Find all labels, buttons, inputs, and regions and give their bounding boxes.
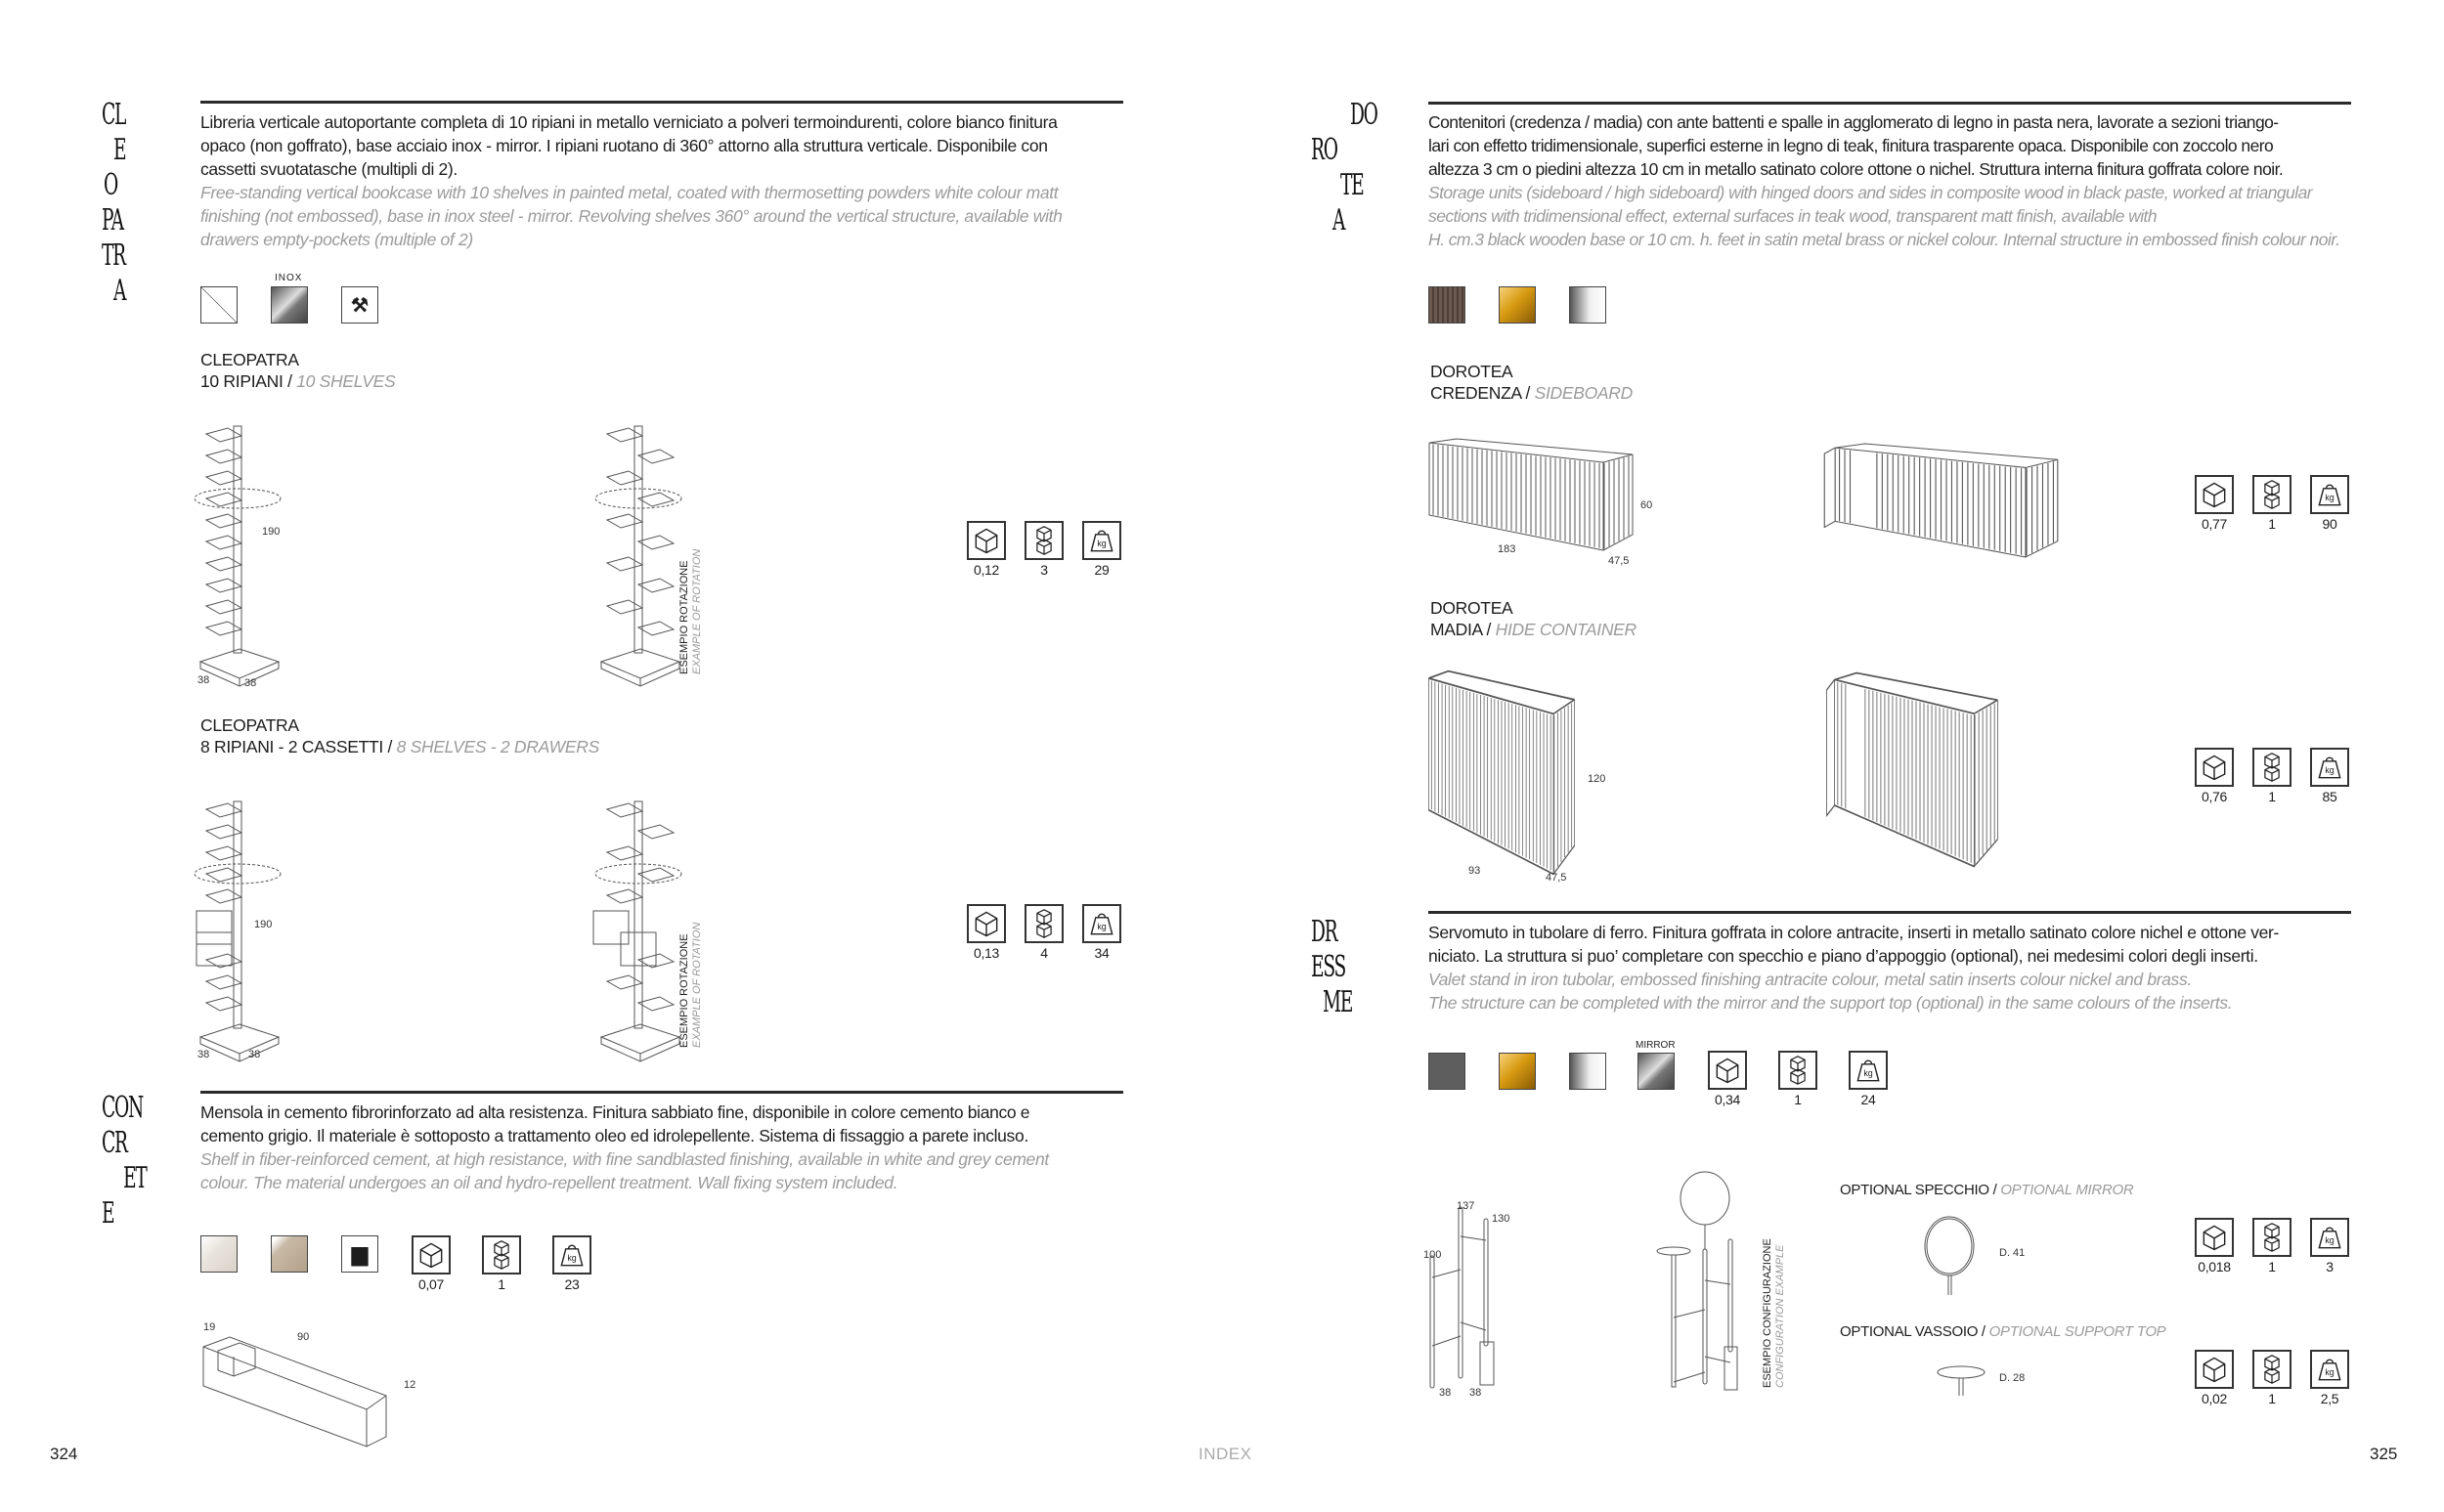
variant-name: DOROTEA [1430, 598, 1513, 618]
variant-subtitle-en: HIDE CONTAINER [1495, 620, 1637, 639]
packages-icon [2252, 1350, 2291, 1389]
spec-volume-value: 0,02 [2201, 1391, 2228, 1406]
section-divider [1428, 102, 2351, 105]
spec-packages-value: 1 [2268, 1259, 2276, 1274]
tower-shelf [206, 579, 241, 592]
dimension-width: 183 [1498, 543, 1516, 555]
drill-icon: ▆ [341, 1235, 378, 1273]
spec-icons [412, 1235, 591, 1292]
spec-packages [1025, 904, 1064, 961]
spec-icons [2195, 475, 2349, 532]
weight-kg-icon [1082, 521, 1121, 560]
tower-shelf [638, 579, 674, 592]
spec-volume-value: 0,76 [2201, 789, 2228, 804]
tower-shelf [638, 450, 674, 463]
variant-subtitle-en: 8 SHELVES - 2 DRAWERS [396, 737, 599, 756]
description-line: Contenitori (credenza / madia) con ante battenti e spalle in agglomerato di legno in pasta nera, lavorate a sezioni triango- [1428, 112, 2279, 132]
description-line-en: H. cm.3 black wooden base or 10 cm. h. feet in satin metal brass or nickel colour. Internal structure in embossed finish colour noir. [1428, 230, 2340, 249]
cabinet-open-door [1827, 679, 1835, 815]
spec-packages [1025, 521, 1064, 578]
swatch-inox [271, 286, 308, 324]
description-line-en: Shelf in fiber-reinforced cement, at high resistance, with fine sandblasted finishing, available in white and grey cement [200, 1149, 1049, 1169]
description-line-en: Free-standing vertical bookcase with 10 shelves in painted metal, coated with thermosetting powders white colour matt [200, 183, 1059, 202]
spec-icons [1708, 1051, 1888, 1107]
dimension-height: 190 [254, 919, 273, 930]
tower-pole [634, 801, 642, 1028]
volume-cube-icon [2195, 748, 2234, 787]
tower-shelf [206, 825, 241, 839]
optional-title-en: OPTIONAL SUPPORT TOP [1988, 1323, 2166, 1340]
weight-kg-icon [2310, 748, 2349, 787]
packages-icon [1025, 904, 1064, 943]
dimension-width: 90 [297, 1331, 310, 1343]
spec-icons [967, 521, 1121, 578]
spec-packages [2252, 1350, 2291, 1406]
variant-subtitle: MADIA / [1430, 620, 1496, 639]
packages-icon [482, 1235, 521, 1274]
variant-heading [200, 714, 599, 757]
spec-packages-value: 1 [498, 1276, 505, 1292]
swatch-nickel [1569, 286, 1606, 324]
logo-line: ET [123, 1161, 147, 1195]
dressme-valet-drawing [1416, 1197, 1513, 1393]
tower-base [601, 1024, 679, 1061]
description-line: opaco (non goffrato), base acciaio inox - mirror. I ripiani ruotano di 360° attorno alla struttura verticale. Disponibile con [200, 136, 1048, 155]
dimension-depth: 12 [404, 1379, 416, 1391]
description-line: cassetti svuotatasche (multipli di 2). [200, 159, 458, 179]
dimension-depth: 38 [248, 1049, 261, 1060]
optional-mirror-drawing [1922, 1215, 1981, 1303]
swatch-brass [1499, 1053, 1536, 1090]
dimension-width: 93 [1468, 865, 1481, 877]
optional-tray-heading [1840, 1321, 2165, 1343]
weight-kg-icon [1849, 1051, 1888, 1090]
tower-shelf [206, 846, 241, 860]
spec-packages-value: 1 [2268, 516, 2276, 532]
tower-pole [634, 426, 642, 653]
caption-en: CONFIGURATION EXAMPLE [1774, 1244, 1786, 1388]
spec-weight [552, 1235, 591, 1292]
description-line: Mensola in cemento fibrorinforzato ad alta resistenza. Finitura sabbiato fine, disponibile in colore cemento bianco e [200, 1102, 1030, 1122]
section-divider [200, 1091, 1123, 1094]
volume-cube-icon [2195, 475, 2234, 514]
logo-line: DR [1311, 915, 1337, 949]
weight-kg-icon [2310, 1350, 2349, 1389]
section-divider [1428, 911, 2351, 914]
tower-shelf [638, 997, 674, 1011]
spec-volume-value: 0,018 [2198, 1259, 2231, 1274]
description-line: Servomuto in tubolare di ferro. Finitura goffrata in colore antracite, inserti in metallo satinato colore nichel e ottone ver- [1428, 923, 2279, 942]
tower-shelf [607, 600, 642, 614]
spec-volume [967, 904, 1006, 961]
cleopatra-rotation-drawing [591, 422, 689, 686]
swatch-teak [1428, 286, 1465, 324]
dimension-depth: 47,5 [1608, 555, 1630, 567]
optional-title-en: OPTIONAL MIRROR [2000, 1182, 2134, 1198]
swatch-label-mirror: MIRROR [1636, 1040, 1676, 1051]
spec-volume [2195, 1350, 2234, 1406]
dimension-depth: 38 [1469, 1387, 1482, 1399]
volume-cube-icon [412, 1235, 451, 1274]
dressme-description [1428, 921, 2279, 1015]
description-line-en: Storage units (sideboard / high sideboard) with hinged doors and sides in composite wood in black paste, worked at triangular [1428, 183, 2313, 202]
dimension-depth: 47,5 [1546, 872, 1567, 884]
spec-packages [2252, 475, 2291, 532]
spec-icons [967, 904, 1121, 961]
tower-shelf [638, 622, 674, 635]
packages-icon [2252, 1218, 2291, 1257]
spec-weight-value: 23 [564, 1276, 580, 1292]
spec-weight-value: 3 [2326, 1259, 2334, 1274]
page-number: 324 [50, 1445, 78, 1463]
tower-shelf [638, 536, 674, 549]
volume-cube-icon [2195, 1218, 2234, 1257]
spec-volume-value: 0,34 [1714, 1092, 1741, 1107]
tower-shelf [206, 536, 241, 549]
tower-shelf [607, 471, 642, 485]
variant-subtitle-en: 10 SHELVES [296, 371, 396, 391]
logo-line: A [1332, 203, 1345, 238]
tower-drawer [621, 932, 656, 966]
weight-kg-icon [2310, 1218, 2349, 1257]
tower-shelf [206, 889, 241, 903]
dimension-height: 100 [1423, 1249, 1442, 1261]
volume-cube-icon [1708, 1051, 1747, 1090]
tower-shelf [638, 868, 674, 882]
spec-volume [2195, 475, 2234, 532]
optional-tray-drawing [1934, 1364, 1992, 1400]
tower-shelf [607, 428, 642, 442]
cleopatra-drawers-drawing [191, 798, 288, 1061]
variant-heading [1430, 361, 1633, 404]
packages-icon [2252, 748, 2291, 787]
packages-icon [1025, 521, 1064, 560]
tower-drawer [196, 911, 232, 944]
index-link[interactable]: INDEX [1199, 1445, 1252, 1463]
configuration-caption [1762, 1238, 1787, 1388]
spec-icons [2195, 1218, 2349, 1274]
logo-line: CL [102, 98, 126, 132]
spec-icons [2195, 1350, 2349, 1406]
spec-weight [2310, 1218, 2349, 1274]
cleopatra-logo [102, 98, 140, 309]
spec-volume [967, 521, 1006, 578]
spec-volume [412, 1235, 451, 1292]
dorotea-logo [1311, 98, 1394, 238]
spec-weight-value: 34 [1094, 945, 1110, 961]
dimension-height: 130 [1492, 1213, 1510, 1225]
tower-shelf [206, 975, 241, 989]
variant-subtitle: CREDENZA / [1430, 383, 1535, 403]
dimension-height: 137 [1457, 1200, 1475, 1212]
tower-base [601, 649, 679, 686]
logo-line: TR [102, 238, 125, 273]
spec-packages-value: 1 [1794, 1092, 1802, 1107]
tower-shelf [607, 514, 642, 528]
tower-base [200, 649, 279, 686]
spec-icons [2195, 748, 2349, 804]
concrete-logo [102, 1091, 168, 1231]
dorotea-sideboard-drawing [1427, 437, 1635, 552]
caption-it: ESEMPIO CONFIGURAZIONE [1762, 1238, 1773, 1388]
spec-volume-value: 0,77 [2201, 516, 2228, 532]
variant-name: DOROTEA [1430, 362, 1513, 381]
variant-name: CLEOPATRA [200, 715, 299, 735]
dorotea-sideboard-open-drawing [1833, 442, 2060, 559]
cabinet-open-door [1824, 448, 1835, 527]
swatch-nickel [1569, 1053, 1606, 1090]
tower-shelf [638, 825, 674, 839]
cleopatra-10-shelves-drawing [191, 422, 288, 686]
weight-kg-icon [552, 1235, 591, 1274]
volume-cube-icon [967, 904, 1006, 943]
spec-packages-value: 3 [1040, 562, 1048, 578]
tower-base [200, 1024, 279, 1061]
tower-shelf [206, 471, 241, 485]
swatch-antracite [1428, 1053, 1465, 1090]
caption-it: ESEMPIO ROTAZIONE [678, 560, 690, 674]
logo-line: ESS [1311, 950, 1346, 984]
spec-weight [1082, 521, 1121, 578]
tower-pole [234, 801, 241, 1028]
spec-volume [2195, 748, 2234, 804]
description-line-en: The structure can be completed with the mirror and the support top (optional) in the same colours of the inserts. [1428, 993, 2233, 1013]
description-line: cemento grigio. Il materiale è sottoposto a trattamento oleo ed idrolepellente. Sistema di fissaggio a parete incluso. [200, 1126, 1028, 1145]
dimension-height: 60 [1640, 499, 1653, 511]
spec-weight [1082, 904, 1121, 961]
spec-volume [1708, 1051, 1747, 1107]
dorotea-madia-drawing [1427, 668, 1576, 878]
spec-weight [2310, 748, 2349, 804]
logo-line: DO [1350, 98, 1377, 132]
caption-en: EXAMPLE OF ROTATION [691, 922, 703, 1048]
caption-it: ESEMPIO ROTAZIONE [678, 933, 690, 1048]
swatch-white-cement [200, 1235, 238, 1273]
spec-packages [482, 1235, 521, 1292]
logo-line: TE [1340, 168, 1364, 202]
volume-cube-icon [2195, 1350, 2234, 1389]
dimension-height: 120 [1588, 773, 1606, 785]
swatch-grey-cement [271, 1235, 308, 1273]
concrete-description [200, 1101, 1049, 1194]
dressme-configuration-drawing [1654, 1171, 1762, 1396]
variant-subtitle: 8 RIPIANI - 2 CASSETTI / [200, 737, 397, 756]
description-line: Libreria verticale autoportante completa di 10 ripiani in metallo verniciato a polveri termoindurenti, colore bianco finitura [200, 112, 1058, 132]
variant-name: CLEOPATRA [200, 350, 299, 369]
tower-shelf [607, 803, 642, 817]
swatch-white [200, 286, 238, 324]
logo-line: ME [1323, 985, 1353, 1019]
tower-shelf [206, 428, 241, 442]
dimension-width: 38 [197, 1049, 210, 1060]
page-number: 325 [2370, 1445, 2398, 1463]
logo-line: CON [102, 1091, 144, 1125]
tower-shelf [206, 450, 241, 463]
dimension-height: 19 [203, 1321, 216, 1333]
dorotea-description [1428, 110, 2339, 251]
spec-packages [2252, 1218, 2291, 1274]
tower-drawer [196, 932, 232, 966]
logo-line: E [113, 133, 126, 167]
caption-en: EXAMPLE OF ROTATION [691, 548, 703, 674]
variant-subtitle: 10 RIPIANI / [200, 371, 297, 391]
rotation-caption [678, 549, 704, 674]
tower-shelf [206, 803, 241, 817]
tower-shelf [206, 493, 241, 506]
variant-heading [1430, 597, 1637, 640]
tower-shelf [607, 846, 642, 860]
spec-weight-value: 29 [1094, 562, 1110, 578]
tower-shelf [607, 975, 642, 989]
dimension-depth: 38 [244, 677, 257, 689]
spec-packages-value: 1 [2268, 789, 2276, 804]
tower-shelf [206, 514, 241, 528]
swatch-mirror [1637, 1053, 1675, 1090]
description-line-en: drawers empty-pockets (multiple of 2) [200, 230, 473, 249]
spec-weight-value: 90 [2322, 516, 2337, 532]
spec-volume-value: 0,07 [417, 1276, 445, 1292]
dimension-height: 190 [262, 526, 281, 538]
rotation-caption [678, 923, 704, 1048]
swatch-label-inox: INOX [275, 273, 303, 283]
tower-shelf [206, 600, 241, 614]
dimension-width: 38 [197, 674, 210, 686]
tower-shelf [206, 622, 241, 635]
section-divider [200, 101, 1123, 104]
volume-cube-icon [967, 521, 1006, 560]
logo-line: A [113, 274, 126, 308]
spec-volume [2195, 1218, 2234, 1274]
spec-packages-value: 4 [1040, 945, 1048, 961]
tower-shelf [607, 557, 642, 571]
description-line-en: sections with tridimensional effect, external surfaces in teak wood, transparent matt finish, available with [1428, 206, 2158, 226]
logo-line: O [104, 168, 118, 202]
description-line: altezza 3 cm o piedini altezza 10 cm in metallo satinato colore ottone o nichel. Struttura interna finitura goffrata colore noir. [1428, 159, 2284, 179]
spec-packages-value: 1 [2268, 1391, 2276, 1406]
logo-line: PA [102, 203, 123, 238]
optional-title: OPTIONAL SPECCHIO / [1840, 1182, 2001, 1198]
spec-packages [2252, 748, 2291, 804]
logo-line: RO [1311, 133, 1337, 167]
spec-weight-value: 24 [1860, 1092, 1876, 1107]
description-line: niciato. La struttura si puo’ completare con specchio e piano d’appoggio (optional), nei medesimi colori degli inserti. [1428, 946, 2258, 966]
variant-heading [200, 349, 395, 392]
packages-icon [1778, 1051, 1817, 1090]
spec-weight-value: 2,5 [2320, 1391, 2339, 1406]
cleopatra-drawers-rotation-drawing [591, 798, 689, 1061]
tools-icon: ⚒ [341, 286, 378, 324]
spec-volume-value: 0,12 [973, 562, 1000, 578]
description-line-en: finishing (not embossed), base in inox steel - mirror. Revolving shelves 360° around the vertical structure, available with [200, 206, 1063, 226]
dimension-diameter: D. 28 [1999, 1372, 2026, 1384]
spec-weight [2310, 475, 2349, 532]
swatch-brass [1499, 286, 1536, 324]
spec-weight-value: 85 [2322, 789, 2337, 804]
optional-title: OPTIONAL VASSOIO / [1840, 1323, 1989, 1340]
spec-weight [2310, 1350, 2349, 1406]
tower-shelf [206, 868, 241, 882]
logo-line: E [102, 1196, 114, 1231]
description-line-en: Valet stand in iron tubolar, embossed finishing antracite colour, metal satin inserts colour nickel and brass. [1428, 970, 2192, 989]
spec-weight [1849, 1051, 1888, 1107]
packages-icon [2252, 475, 2291, 514]
description-line-en: colour. The material undergoes an oil and hydro-repellent treatment. Wall fixing system included. [200, 1173, 898, 1192]
dimension-width: 38 [1439, 1387, 1452, 1399]
weight-kg-icon [2310, 475, 2349, 514]
tower-shelf [206, 997, 241, 1011]
spec-packages [1778, 1051, 1817, 1107]
tower-drawer [593, 911, 629, 944]
tower-shelf [638, 493, 674, 506]
dorotea-madia-open-drawing [1833, 670, 1999, 870]
optional-mirror-heading [1840, 1180, 2133, 1201]
description-line: lari con effetto tridimensionale, superfici esterne in legno di teak, finitura trasparente opaca. Disponibile con zoccolo nero [1428, 136, 2274, 155]
logo-line: CR [102, 1126, 127, 1160]
weight-kg-icon [1082, 904, 1121, 943]
variant-subtitle-en: SIDEBOARD [1534, 383, 1633, 403]
spec-volume-value: 0,13 [973, 945, 1000, 961]
cleopatra-description [200, 110, 1063, 251]
dressme-logo [1311, 915, 1371, 1020]
tower-shelf [206, 557, 241, 571]
tower-shelf [607, 889, 642, 903]
dimension-diameter: D. 41 [1999, 1247, 2026, 1259]
